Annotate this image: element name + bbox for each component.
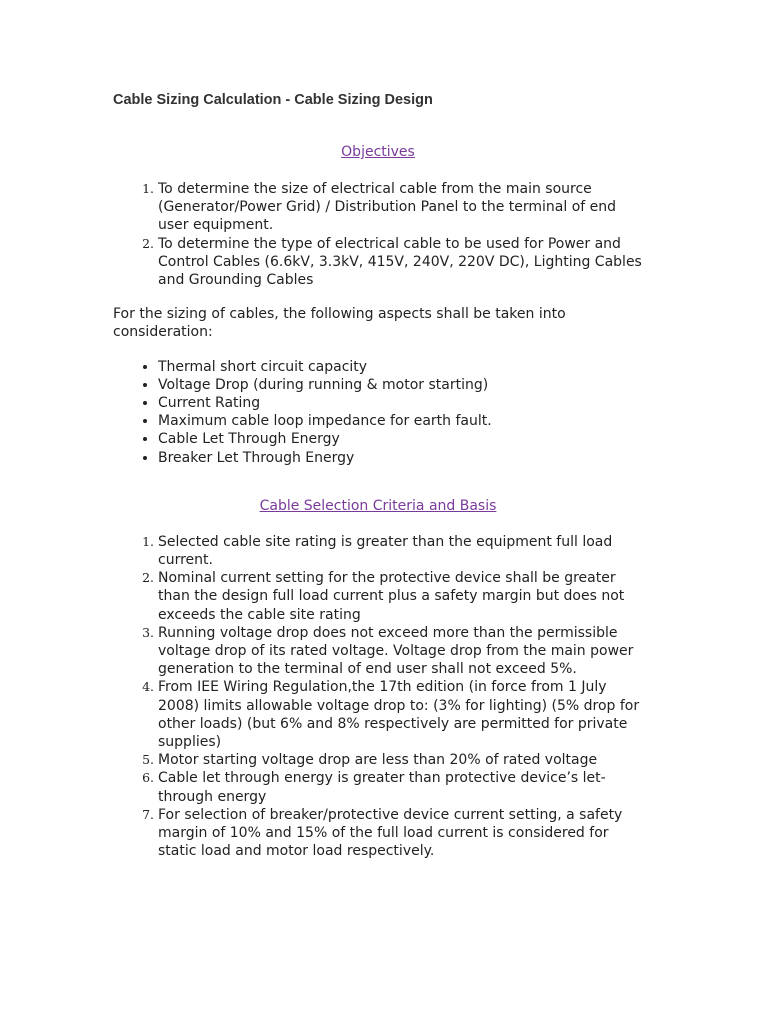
list-item: 4. From IEE Wiring Regulation,the 17th edition (in force from 1 July 2008) limits allowable voltage drop to: (3% for lighting) (5% drop for other loads) (but 6% and 8% respectively are permitted for private supplies) xyxy=(158,678,643,751)
objectives-list xyxy=(113,180,643,289)
list-item: • Current Rating xyxy=(158,394,643,412)
objectives-link[interactable]: Objectives xyxy=(341,144,415,160)
page-title: Cable Sizing Calculation - Cable Sizing Design xyxy=(113,92,433,108)
criteria-list xyxy=(113,533,643,861)
aspects-list xyxy=(113,358,643,467)
list-item: 2. Nominal current setting for the protective device shall be greater than the design full load current plus a safety margin but does not exceeds the cable site rating xyxy=(158,569,643,624)
list-item: 1. To determine the size of electrical cable from the main source (Generator/Power Grid) / Distribution Panel to the terminal of end user equipment. xyxy=(158,180,643,235)
list-item: 1. Selected cable site rating is greater than the equipment full load current. xyxy=(158,533,643,569)
list-item: 5. Motor starting voltage drop are less than 20% of rated voltage xyxy=(158,751,643,769)
document-page xyxy=(113,90,643,861)
list-item: 3. Running voltage drop does not exceed more than the permissible voltage drop of its rated voltage. Voltage drop from the main power generation to the terminal of end user shall not exceed 5%. xyxy=(158,624,643,679)
aspects-intro: For the sizing of cables, the following aspects shall be taken into consideration: xyxy=(113,306,566,341)
list-item: • Thermal short circuit capacity xyxy=(158,358,643,376)
list-item: • Voltage Drop (during running & motor starting) xyxy=(158,376,643,394)
list-item: 7. For selection of breaker/protective device current setting, a safety margin of 10% and 15% of the full load current is considered for static load and motor load respectively. xyxy=(158,806,643,861)
list-item: 2. To determine the type of electrical cable to be used for Power and Control Cables (6.6kV, 3.3kV, 415V, 240V, 220V DC), Lighting Cables and Grounding Cables xyxy=(158,235,643,290)
list-item: • Maximum cable loop impedance for earth fault. xyxy=(158,412,643,430)
list-item: 6. Cable let through energy is greater than protective device’s let-through energy xyxy=(158,769,643,805)
list-item: • Cable Let Through Energy xyxy=(158,430,643,448)
criteria-link[interactable]: Cable Selection Criteria and Basis xyxy=(259,497,497,514)
list-item: • Breaker Let Through Energy xyxy=(158,449,643,467)
